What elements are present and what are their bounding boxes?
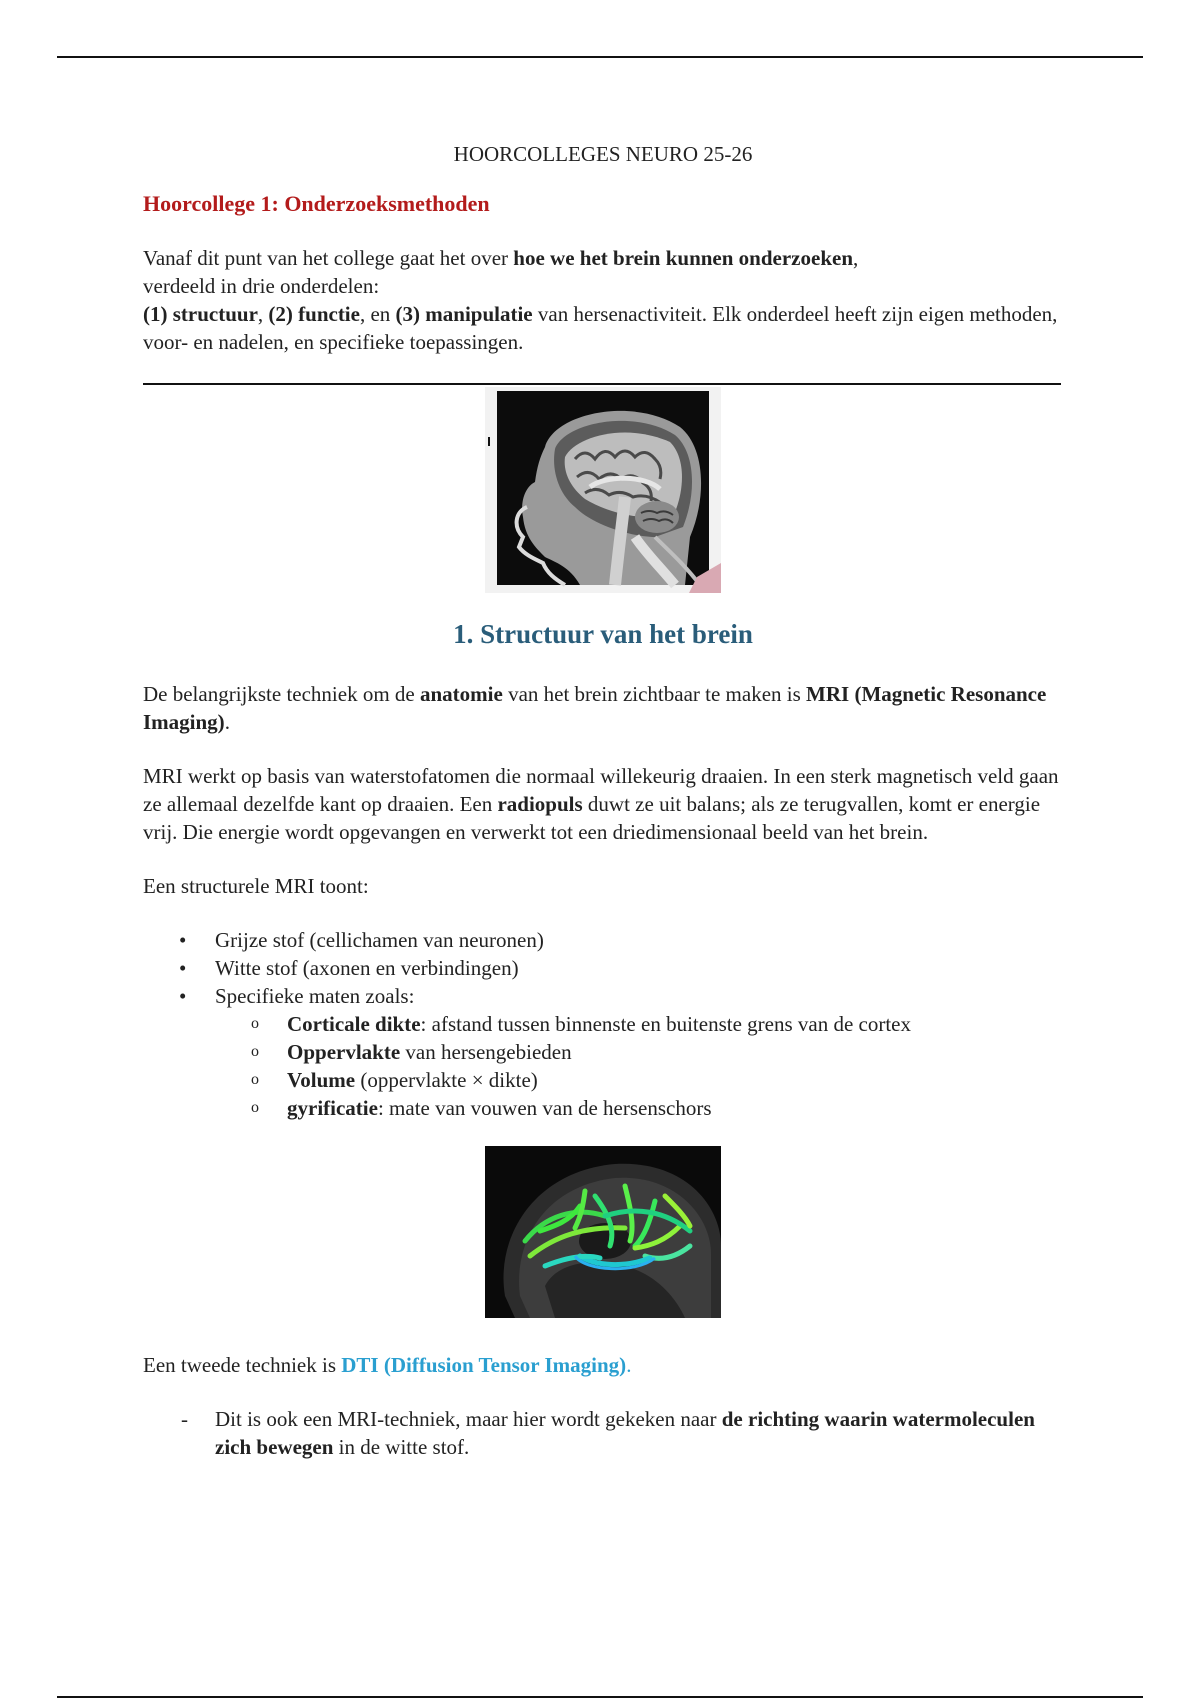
- p4-text-1: Een tweede techniek is: [143, 1353, 342, 1377]
- p2-text-2: duwt ze uit balans; als ze terugvallen, komt er energie vrij. Die energie wordt opgevangen en verwerkt tot een driedimensionaal beeld van het brein.: [143, 792, 1041, 844]
- sub-item-text: (oppervlakte × dikte): [355, 1068, 538, 1092]
- intro-text-2: ,: [853, 246, 859, 270]
- page-top-rule: [57, 56, 1143, 58]
- dash-bold: de richting waarin watermoleculen zich bewegen: [215, 1407, 1035, 1459]
- paragraph-mri-werking: [143, 762, 1063, 846]
- dti-link[interactable]: DTI (Diffusion Tensor Imaging): [341, 1353, 627, 1377]
- lecture-title: Hoorcollege 1: Onderzoeksmethoden: [143, 191, 490, 216]
- intro-text-4: ,: [257, 302, 269, 326]
- list-item: [143, 982, 1063, 1122]
- dash-text-1: Dit is ook een MRI-techniek, maar hier wordt gekeken naar: [215, 1407, 722, 1431]
- sub-item-text: : mate van vouwen van de hersenschors: [377, 1096, 712, 1120]
- sub-list-item: [215, 1038, 1063, 1066]
- sub-list-item: [215, 1010, 1063, 1038]
- p2-bold-radiopuls: radiopuls: [497, 792, 583, 816]
- sub-item-bold: Corticale dikte: [287, 1012, 421, 1036]
- sub-item-text: : afstand tussen binnenste en buitenste grens van de cortex: [420, 1012, 911, 1036]
- dash-list: [143, 1405, 1063, 1461]
- intro-text-1: Vanaf dit punt van het college gaat het over: [143, 246, 514, 270]
- dti-tractography-image: [485, 1146, 721, 1318]
- list-item: • Grijze stof (cellichamen van neuronen): [143, 926, 1063, 954]
- document-page: [143, 140, 1063, 1461]
- dash-text-2: in de witte stof.: [333, 1435, 470, 1459]
- intro-bold-functie: (2) functie: [268, 302, 360, 326]
- sub-item-text: van hersengebieden: [400, 1040, 572, 1064]
- intro-text-3: verdeeld in drie onderdelen:: [143, 274, 380, 298]
- paragraph-dti: [143, 1351, 1063, 1379]
- intro-paragraph: [143, 244, 1063, 356]
- p1-text-3: .: [224, 710, 230, 734]
- intro-bold-manipulatie: (3) manipulatie: [395, 302, 533, 326]
- sub-list-item: [215, 1094, 1063, 1122]
- paragraph-structurele-mri: Een structurele MRI toont:: [143, 874, 369, 898]
- intro-text-5: , en: [359, 302, 396, 326]
- sub-item-bold: gyrificatie: [287, 1096, 378, 1120]
- page-bottom-rule: [57, 1696, 1143, 1698]
- intro-bold-structuur: (1) structuur: [143, 302, 258, 326]
- paragraph-anatomie: [143, 680, 1063, 736]
- sub-item-bold: Oppervlakte: [287, 1040, 401, 1064]
- list-item-label: Specifieke maten zoals:: [215, 984, 415, 1008]
- p1-bold-anatomie: anatomie: [420, 682, 503, 706]
- bullet-list: [143, 926, 1063, 1122]
- list-item: [143, 1405, 1063, 1461]
- p1-text-2: van het brein zichtbaar te maken is: [502, 682, 807, 706]
- p1-text-1: De belangrijkste techniek om de: [143, 682, 420, 706]
- sub-list-item: [215, 1066, 1063, 1094]
- intro-bold-1: hoe we het brein kunnen onderzoeken: [513, 246, 854, 270]
- list-item: • Witte stof (axonen en verbindingen): [143, 954, 1063, 982]
- document-title: HOORCOLLEGES NEURO 25-26: [453, 142, 753, 166]
- p4-text-2: .: [626, 1353, 632, 1377]
- p1-bold-mri: MRI (Magnetic Resonance Imaging): [143, 682, 1047, 734]
- sub-bullet-list: [215, 1010, 1063, 1122]
- sagittal-mri-image: [485, 387, 721, 593]
- p2-text-1: MRI werkt op basis van waterstofatomen die normaal willekeurig draaien. In een sterk magnetisch veld gaan ze allemaal dezelfde kant op draaien. Een: [143, 764, 1059, 816]
- section-title: 1. Structuur van het brein: [453, 619, 753, 649]
- sub-item-bold: Volume: [287, 1068, 356, 1092]
- intro-text-6: van hersenactiviteit. Elk onderdeel heeft zijn eigen methoden, voor- en nadelen, en specifieke toepassingen.: [143, 302, 1058, 354]
